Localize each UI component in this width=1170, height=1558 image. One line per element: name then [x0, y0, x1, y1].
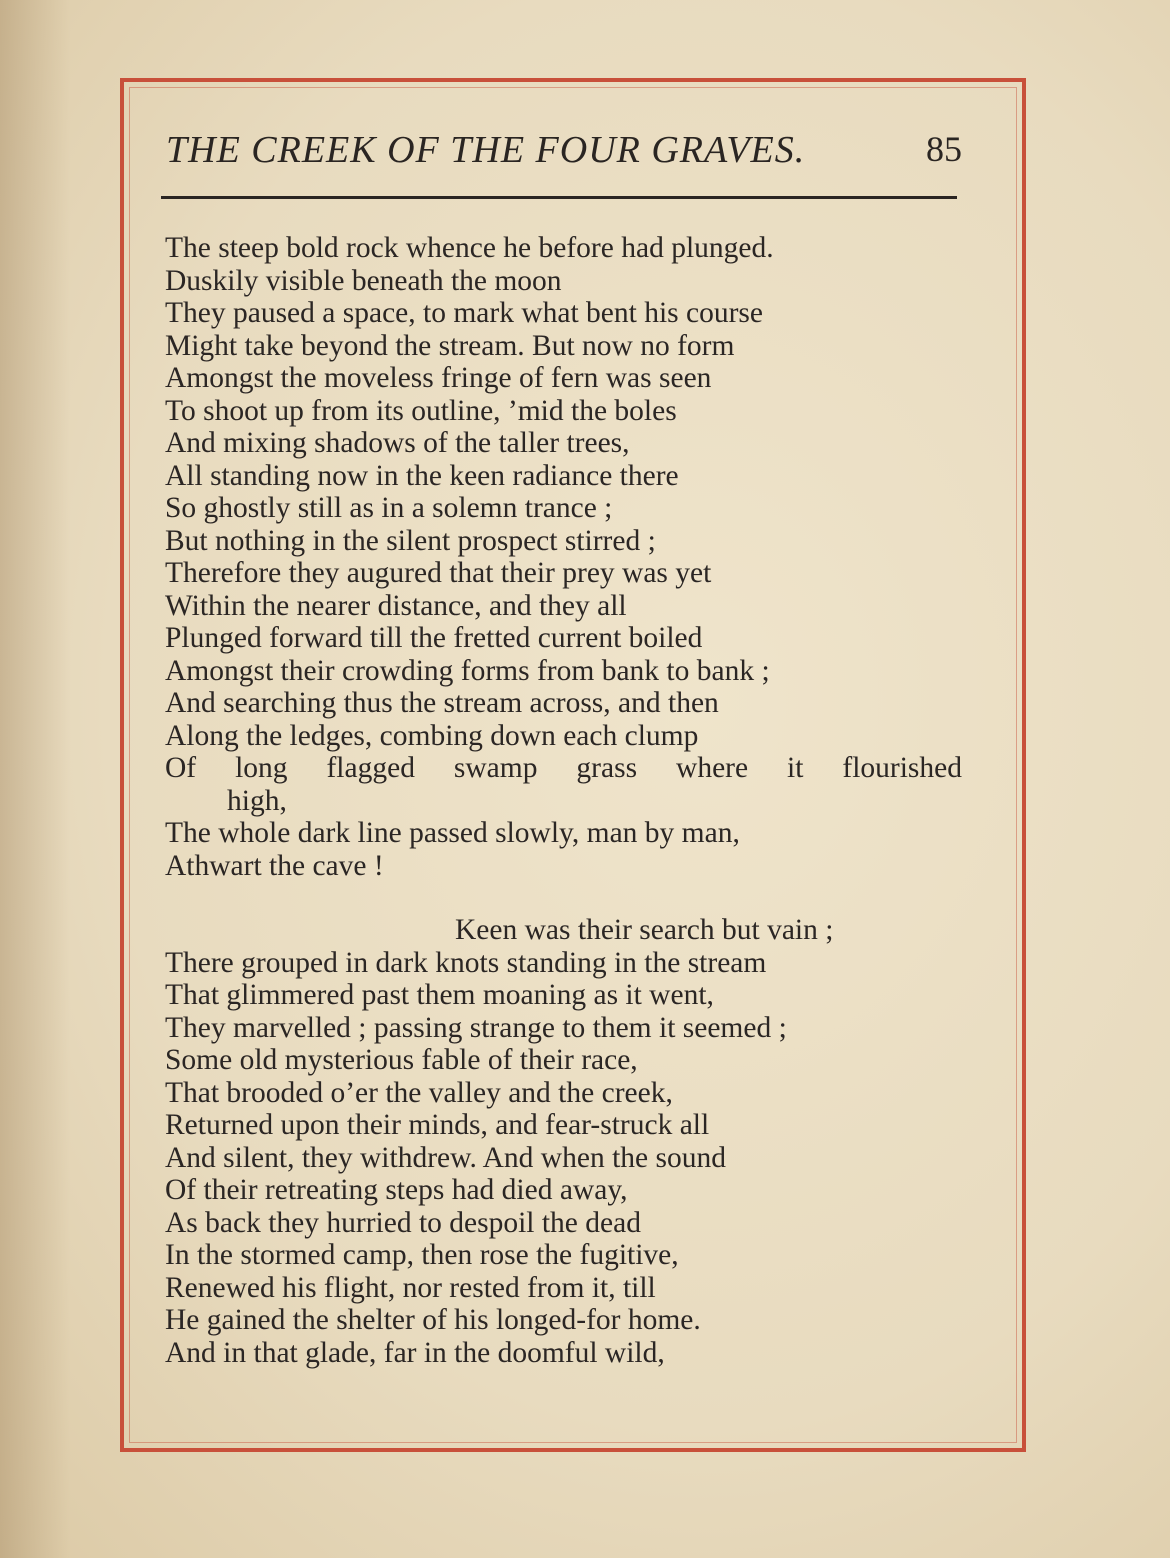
verse-line: Of long flagged swamp grass where it flourished — [165, 752, 962, 784]
header-rule — [161, 196, 957, 199]
verse-line: And searching thus the stream across, and then — [165, 687, 719, 719]
verse-line: Some old mysterious fable of their race, — [165, 1044, 638, 1076]
verse-line: Duskily visible beneath the moon — [165, 264, 562, 297]
verse-line: The whole dark line passed slowly, man by man, — [165, 817, 740, 849]
verse-line: Along the ledges, combing down each clump — [165, 719, 699, 752]
verse-line: So ghostly still as in a solemn trance ; — [165, 492, 613, 524]
gutter-shadow — [0, 0, 70, 1558]
running-title: THE CREEK OF THE FOUR GRAVES. — [166, 129, 806, 171]
running-head — [166, 128, 966, 188]
verse-line: Amongst their crowding forms from bank to bank ; — [165, 654, 770, 687]
verse-line: Plunged forward till the fretted current boiled — [165, 622, 703, 654]
verse-line: Renewed his flight, nor rested from it, till — [165, 1271, 656, 1304]
verse-line: There grouped in dark knots standing in the stream — [165, 946, 767, 979]
verse-line: That brooded o’er the valley and the creek, — [165, 1076, 673, 1109]
verse-line: The steep bold rock whence he before had plunged. — [165, 232, 774, 264]
verse-line: As back they hurried to despoil the dead — [165, 1206, 641, 1239]
poem-text — [165, 232, 985, 1369]
verse-line: They paused a space, to mark what bent his course — [165, 297, 763, 329]
verse-line: Returned upon their minds, and fear-struck all — [165, 1109, 710, 1141]
verse-line: In the stormed camp, then rose the fugitive, — [165, 1239, 679, 1271]
verse-line: Keen was their search but vain ; — [455, 914, 834, 946]
verse-line: Amongst the moveless fringe of fern was seen — [165, 362, 712, 394]
verse-line: That glimmered past them moaning as it went, — [165, 979, 714, 1011]
verse-line: And silent, they withdrew. And when the sound — [165, 1141, 726, 1174]
stanza-break — [165, 882, 985, 914]
verse-line-continuation: high, — [227, 784, 287, 817]
verse-line: Of their retreating steps had died away, — [165, 1174, 628, 1206]
page-number: 85 — [926, 129, 962, 169]
verse-line: They marvelled ; passing strange to them it seemed ; — [165, 1011, 787, 1044]
verse-line: To shoot up from its outline, ’mid the boles — [165, 394, 677, 427]
verse-line: All standing now in the keen radiance there — [165, 459, 679, 492]
verse-line: And in that glade, far in the doomful wild, — [165, 1336, 665, 1369]
verse-line: Therefore they augured that their prey was yet — [165, 557, 712, 589]
verse-line: He gained the shelter of his longed-for home. — [165, 1304, 701, 1336]
verse-line: Might take beyond the stream. But now no form — [165, 329, 735, 362]
verse-line: Within the nearer distance, and they all — [165, 589, 627, 622]
verse-line: And mixing shadows of the taller trees, — [165, 427, 630, 459]
verse-line: Athwart the cave ! — [165, 849, 384, 882]
verse-line: But nothing in the silent prospect stirred ; — [165, 524, 656, 557]
